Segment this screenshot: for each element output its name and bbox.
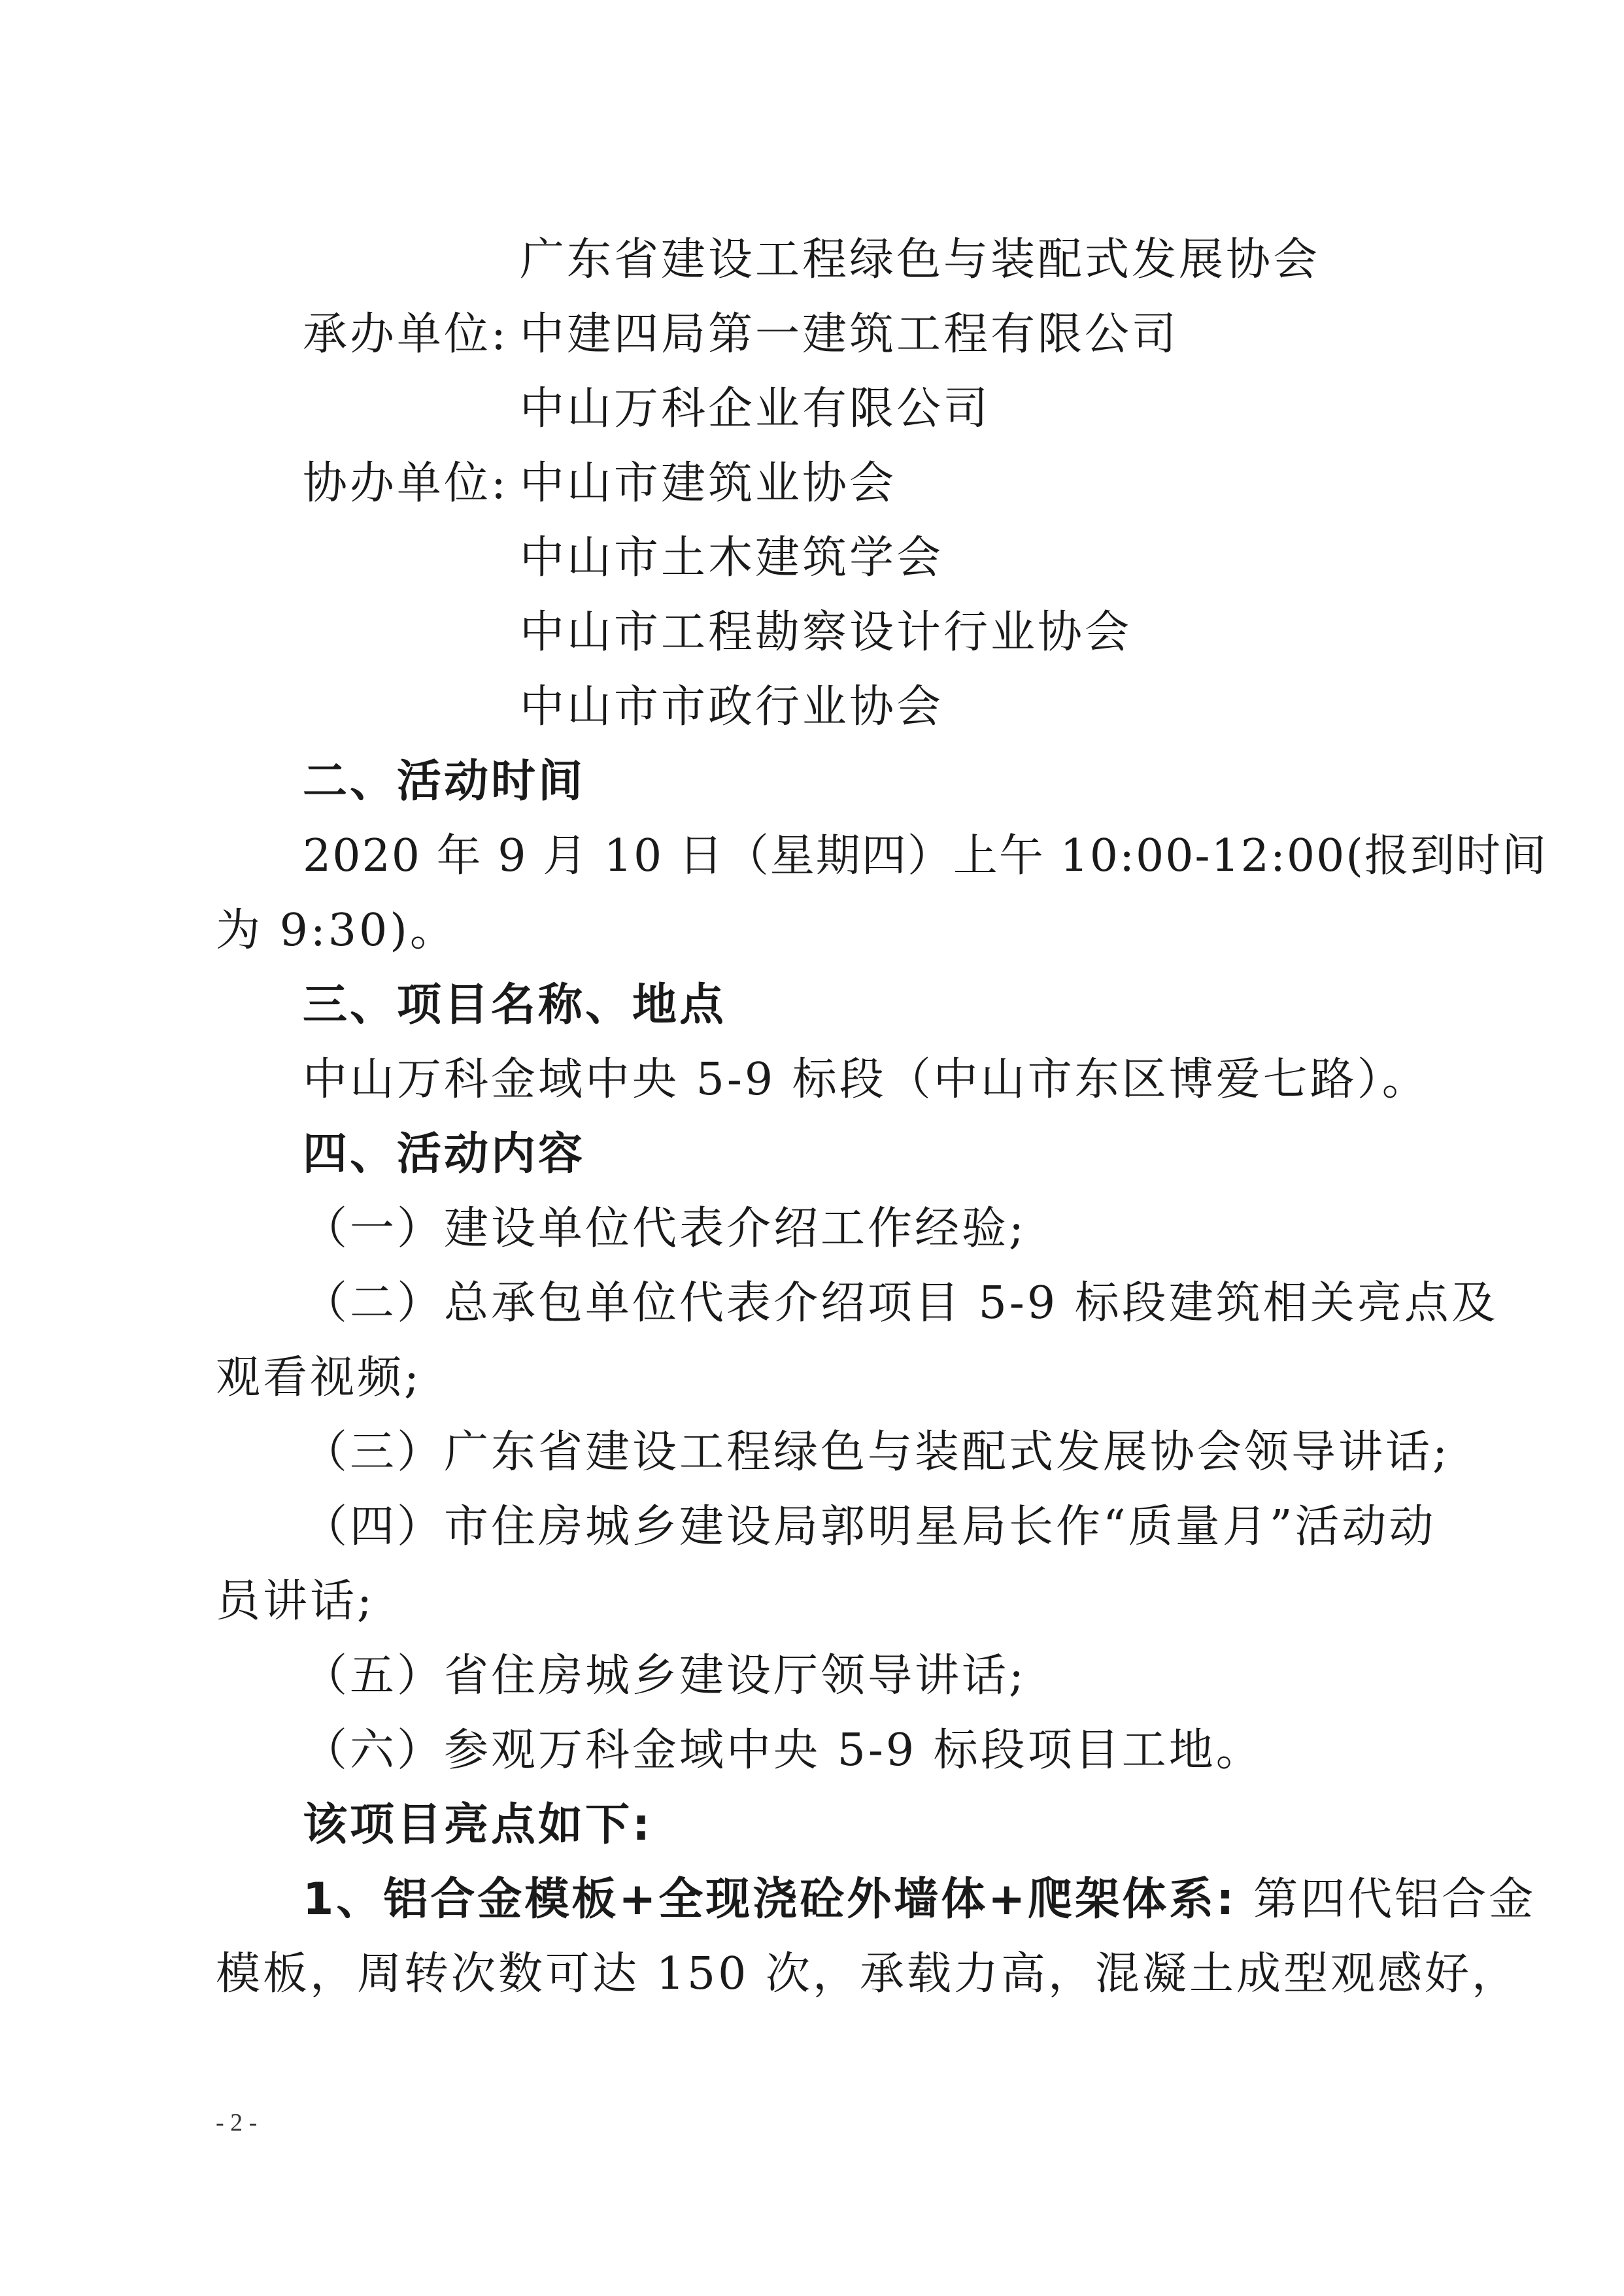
section3-heading: 三、项目名称、地点 [303,979,727,1031]
activity-item: （四）市住房城乡建设局郭明星局长作“质量月”活动动 [303,1501,1436,1553]
co-unit: 中山市建筑业协会 [520,458,897,509]
co-label: 协办单位: [303,458,509,509]
activity-item: （一）建设单位代表介绍工作经验; [303,1203,1026,1255]
page-number: - 2 - [216,2109,258,2136]
co-unit: 中山市工程勘察设计行业协会 [520,607,1132,658]
activity-item-continuation: 员讲话; [216,1576,375,1627]
host-label: 承办单位: [303,309,509,360]
host-unit: 中建四局第一建筑工程有限公司 [520,309,1179,360]
section3-text: 中山万科金域中央 5-9 标段（中山市东区博爱七路）。 [303,1054,1429,1106]
section2-heading: 二、活动时间 [303,756,586,807]
activity-item-continuation: 观看视频; [216,1352,422,1404]
highlight-item-1-text: 第四代铝合金 [1253,1874,1536,1925]
host-unit: 中山万科企业有限公司 [520,383,991,435]
organizer-continuation: 广东省建设工程绿色与装配式发展协会 [520,234,1321,286]
co-unit: 中山市土木建筑学会 [520,532,944,584]
highlight-item-1-title: 1、铝合金模板+全现浇砼外墙体+爬架体系: [303,1874,1237,1925]
activity-item: （五）省住房城乡建设厅领导讲话; [303,1650,1026,1702]
activity-item: （三）广东省建设工程绿色与装配式发展协会领导讲话; [303,1427,1450,1478]
activity-item: （六）参观万科金域中央 5-9 标段项目工地。 [303,1725,1263,1776]
highlights-heading: 该项目亮点如下: [303,1799,653,1851]
section2-line1: 2020 年 9 月 10 日（星期四）上午 10:00-12:00(报到时间 [303,830,1548,882]
section2-line2: 为 9:30)。 [216,905,457,956]
highlight-item-1 [303,1874,1536,1926]
section4-heading: 四、活动内容 [303,1128,586,1180]
co-unit: 中山市市政行业协会 [520,681,944,733]
highlight-item-1-continuation: 模板，周转次数可达 150 次，承载力高，混凝土成型观感好， [216,1948,1519,2000]
activity-item: （二）总承包单位代表介绍项目 5-9 标段建筑相关亮点及 [303,1277,1498,1329]
